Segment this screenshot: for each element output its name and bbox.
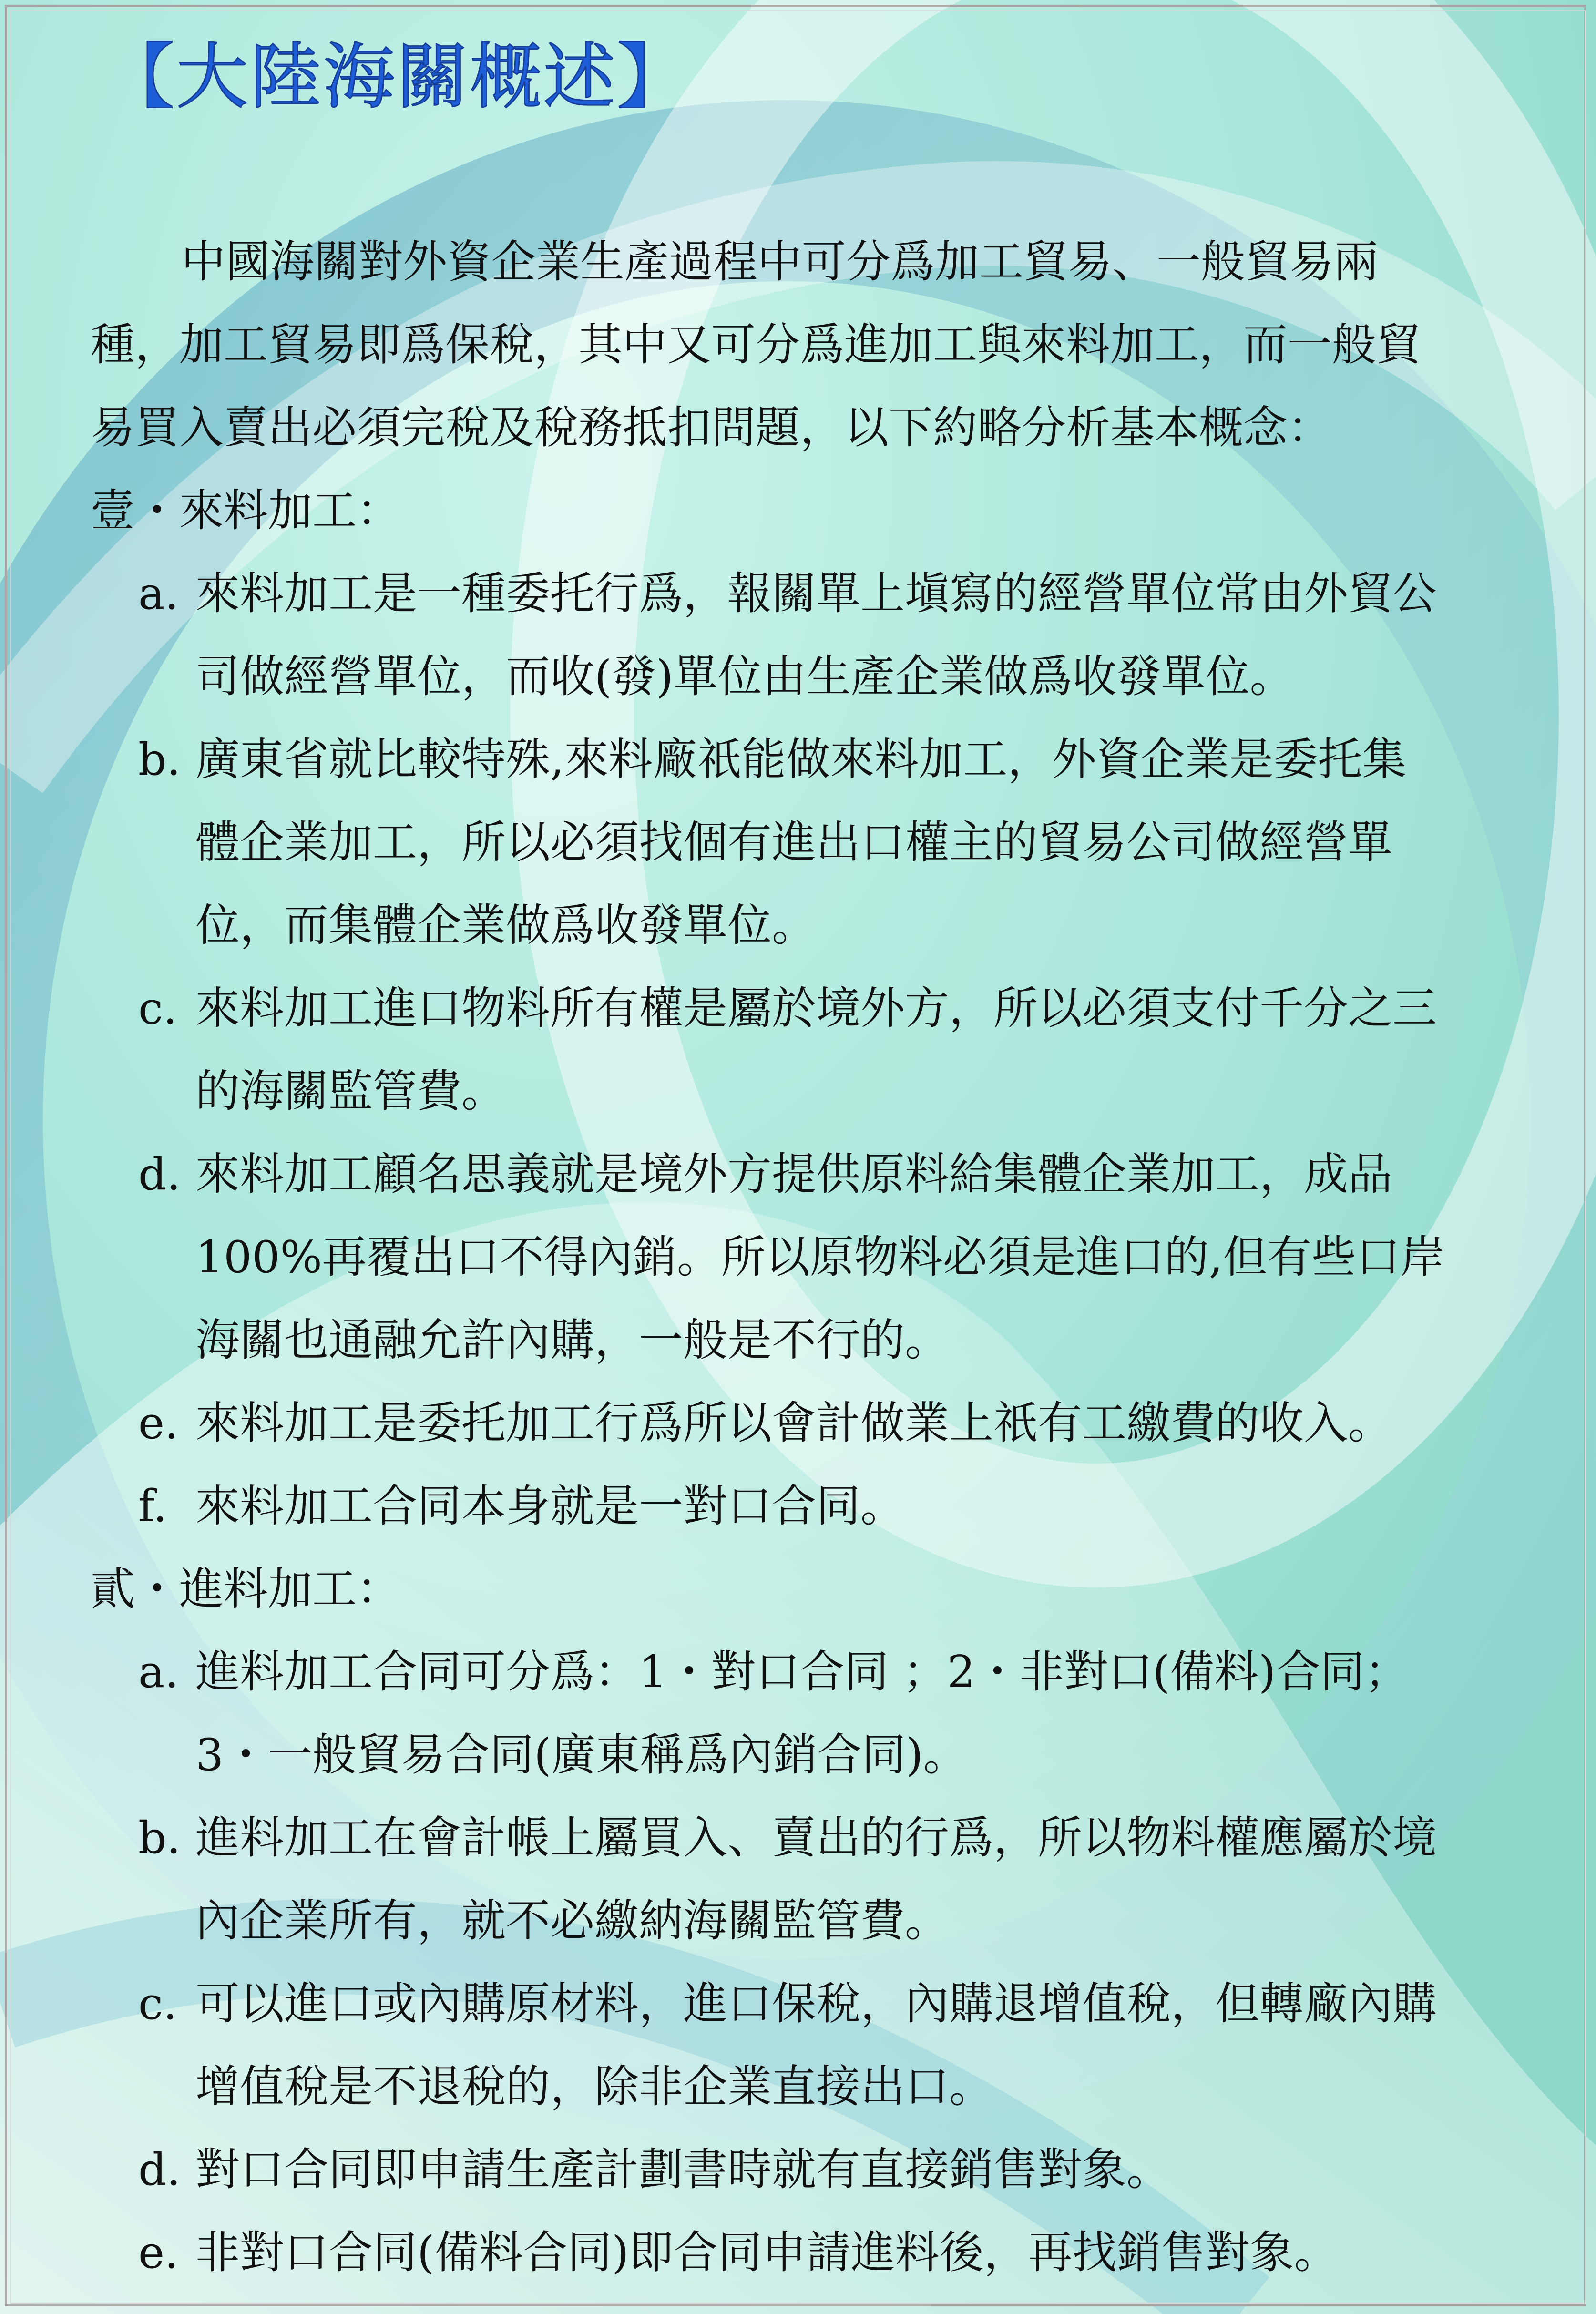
item-text: 對口合同即申請生產計劃書時就有直接銷售對象。 <box>195 2144 1171 2195</box>
item-text-continued: 100%再覆出口不得內銷。所以原物料必須是進口的,但有些口岸 <box>195 1231 1445 1283</box>
section-heading: 壹・來料加工： <box>91 485 401 536</box>
list-item <box>91 2128 1516 2211</box>
item-text-continued: 增值稅是不退稅的，除非企業直接出口。 <box>195 2061 993 2112</box>
item-marker: b. <box>138 1812 181 1863</box>
list-item <box>91 2211 1516 2294</box>
item-text-continued: 司做經營單位，而收(發)單位由生產企業做爲收發單位。 <box>195 651 1294 702</box>
page-title: 【大陸海關概述】 <box>103 36 691 119</box>
item-marker: d. <box>138 1148 181 1200</box>
item-marker: a. <box>138 1646 179 1698</box>
list-item <box>91 1630 1516 1713</box>
item-text-continued: 內企業所有，就不必繳納海關監管費。 <box>195 1895 949 1946</box>
item-text: 可以進口或內購原材料，進口保稅，內購退增值稅，但轉廠內購 <box>195 1978 1437 2029</box>
item-text: 進料加工合同可分爲：1・對口合同 ；2・非對口(備料)合同； <box>195 1646 1409 1698</box>
item-text-continued: 海關也通融允許內購，一般是不行的。 <box>195 1314 949 1366</box>
list-item <box>91 718 1516 801</box>
item-marker: c. <box>138 983 177 1034</box>
list-item <box>91 967 1516 1050</box>
item-marker: e. <box>138 2227 179 2278</box>
item-text: 非對口合同(備料合同)即合同申請進料後，再找銷售對象。 <box>195 2227 1339 2278</box>
item-marker: b. <box>138 734 181 785</box>
list-item <box>91 1464 1516 1547</box>
list-item <box>91 1962 1516 2045</box>
item-text: 進料加工在會計帳上屬買入、賣出的行爲，所以物料權應屬於境 <box>195 1812 1437 1863</box>
item-marker: e. <box>138 1397 179 1449</box>
intro-line: 中國海關對外資企業生產過程中可分爲加工貿易、一般貿易兩 <box>181 236 1378 287</box>
item-text: 來料加工是一種委托行爲，報關單上塡寫的經營單位常由外貿公 <box>195 568 1437 619</box>
item-marker: c. <box>138 1978 177 2029</box>
item-text: 來料加工顧名思義就是境外方提供原料給集體企業加工，成品 <box>195 1148 1392 1200</box>
item-text-continued: 的海關監管費。 <box>195 1065 506 1117</box>
item-marker: f. <box>138 1480 167 1532</box>
list-item <box>91 1796 1516 1879</box>
list-item <box>91 1382 1516 1464</box>
item-text-continued: 3・一般貿易合同(廣東稱爲內銷合同)。 <box>195 1729 968 1781</box>
intro-line: 種，加工貿易即爲保稅，其中又可分爲進加工與來料加工，而一般貿 <box>91 319 1421 370</box>
item-text-continued: 位，而集體企業做爲收發單位。 <box>195 900 816 951</box>
item-marker: a. <box>138 568 179 619</box>
item-text: 來料加工進口物料所有權是屬於境外方，所以必須支付千分之三 <box>195 983 1437 1034</box>
item-text: 廣東省就比較特殊,來料廠祇能做來料加工，外資企業是委托集 <box>195 734 1407 785</box>
item-text-continued: 體企業加工，所以必須找個有進出口權主的貿易公司做經營單 <box>195 817 1392 868</box>
list-item <box>91 1133 1516 1216</box>
item-text: 來料加工是委托加工行爲所以會計做業上祇有工繳費的收入。 <box>195 1397 1392 1449</box>
section-heading: 貳・進料加工： <box>91 1563 401 1615</box>
intro-line: 易買入賣出必須完稅及稅務抵扣問題，以下約略分析基本概念： <box>91 402 1332 453</box>
document-body <box>91 220 1516 2294</box>
list-item <box>91 552 1516 635</box>
item-text: 來料加工合同本身就是一對口合同。 <box>195 1480 905 1532</box>
item-marker: d. <box>138 2144 181 2195</box>
